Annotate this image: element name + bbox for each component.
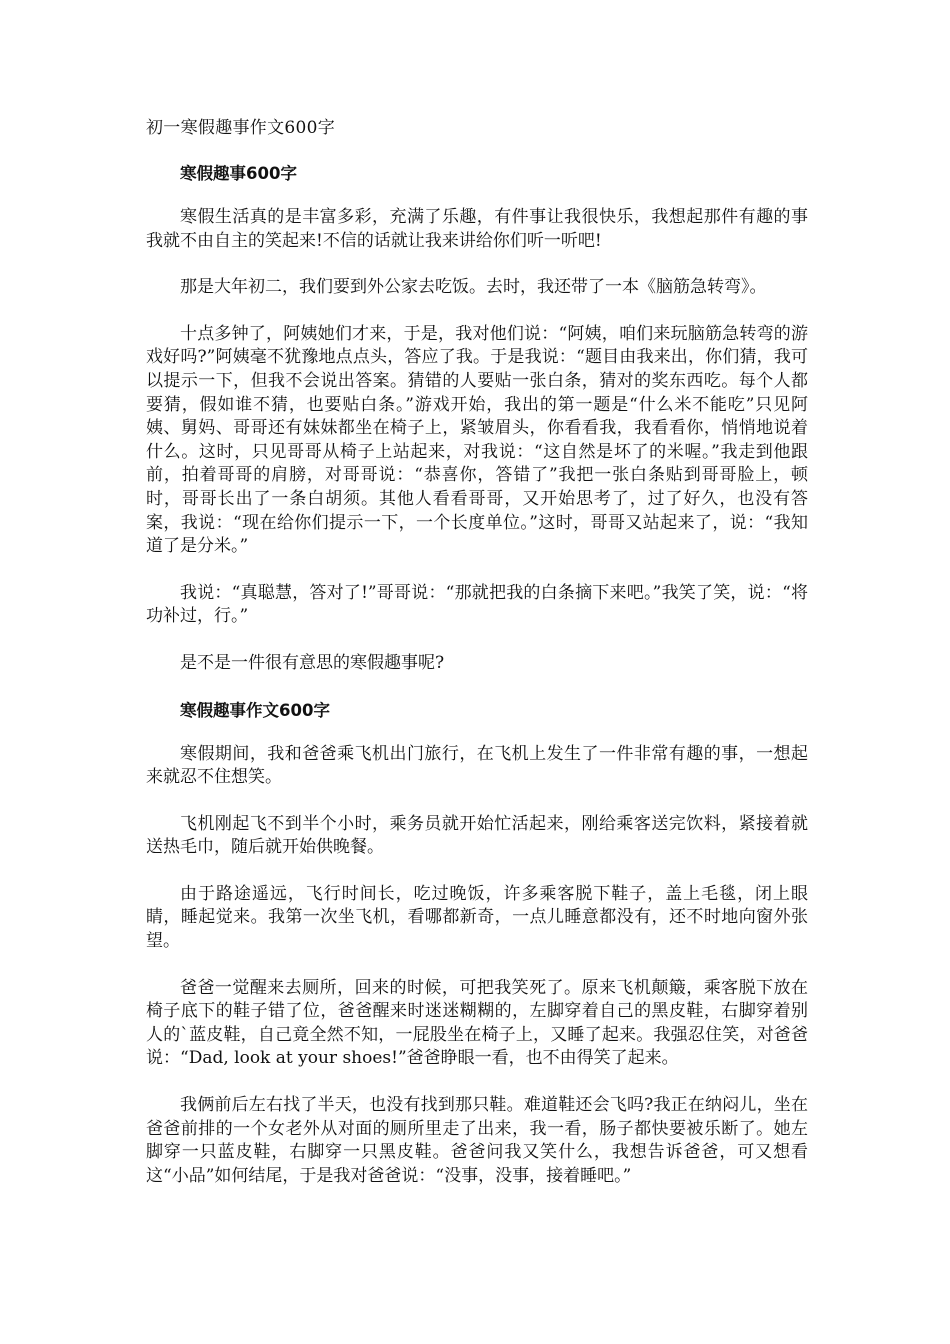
- essay-1-heading: 寒假趣事600字: [180, 164, 297, 183]
- essay-1-paragraph-5: 是不是一件很有意思的寒假趣事呢?: [180, 652, 445, 673]
- essay-2-paragraph-1: 寒假期间，我和爸爸乘飞机出门旅行，在飞机上发生了一件非常有趣的事，一想起来就忍不住想笑。: [146, 743, 808, 788]
- essay-2-paragraph-4: 爸爸一觉醒来去厕所，回来的时候，可把我笑死了。原来飞机颠簸，乘客脱下放在椅子底下的鞋子错了位，爸爸醒来时迷迷糊糊的，左脚穿着自己的黑皮鞋，右脚穿着别人的`蓝皮鞋，自己竟全然不知，一屁股坐在椅子上，又睡了起来。我强忍住笑，对爸爸说：“Dad, look at your shoes!”爸爸睁眼一看，也不由得笑了起来。: [146, 977, 808, 1069]
- essay-1-paragraph-4: 我说：“真聪慧，答对了!”哥哥说：“那就把我的白条摘下来吧。”我笑了笑，说：“将功补过，行。”: [146, 582, 808, 627]
- essay-2-heading: 寒假趣事作文600字: [180, 700, 330, 720]
- essay-2: [146, 699, 808, 1189]
- essay-1-paragraph-1: 寒假生活真的是丰富多彩，充满了乐趣，有件事让我很快乐，我想起那件有趣的事我就不由自主的笑起来!不信的话就让我来讲给你们听一听吧!: [146, 207, 808, 251]
- essay-1-paragraph-2: 那是大年初二，我们要到外公家去吃饭。去时，我还带了一本《脑筋急转弯》。: [180, 277, 767, 298]
- document-title: 初一寒假趣事作文600字: [146, 118, 336, 138]
- essay-2-paragraph-5: 我俩前后左右找了半天，也没有找到那只鞋。难道鞋还会飞吗?我正在纳闷儿，坐在爸爸前排的一个女老外从对面的厕所里走了出来，我一看，肠子都快要被乐断了。她左脚穿一只蓝皮鞋，右脚穿一只黑皮鞋。爸爸问我又笑什么，我想告诉爸爸，可又想看这“小品”如何结尾，于是我对爸爸说：“没事，没事，接着睡吧。”: [146, 1095, 808, 1186]
- essay-2-paragraph-2: 飞机刚起飞不到半个小时，乘务员就开始忙活起来，刚给乘客送完饮料，紧接着就送热毛巾，随后就开始供晚餐。: [146, 813, 808, 858]
- essay-2-paragraph-3: 由于路途遥远，飞行时间长，吃过晚饭，许多乘客脱下鞋子，盖上毛毯，闭上眼睛，睡起觉来。我第一次坐飞机，看哪都新奇，一点儿睡意都没有，还不时地向窗外张望。: [146, 883, 808, 952]
- document-page: [146, 116, 808, 1211]
- essay-1-paragraph-3: 十点多钟了，阿姨她们才来，于是，我对他们说：“阿姨，咱们来玩脑筋急转弯的游戏好吗?”阿姨毫不犹豫地点点头，答应了我。于是我说：“题目由我来出，你们猜，我可以提示一下，但我不会说出答案。猜错的人要贴一张白条，猜对的奖东西吃。每个人都要猜，假如谁不猜，也要贴白条。”游戏开始，我出的第一题是“什么米不能吃”只见阿姨、舅妈、哥哥还有妹妹都坐在椅子上，紧皱眉头，你看看我，我看看你，悄悄地说着什么。这时，只见哥哥从椅子上站起来，对我说：“这自然是坏了的米喔。”我走到他跟前，拍着哥哥的肩膀，对哥哥说：“恭喜你，答错了”我把一张白条贴到哥哥脸上，顿时，哥哥长出了一条白胡须。其他人看看哥哥，又开始思考了，过了好久，也没有答案，我说：“现在给你们提示一下，一个长度单位。”这时，哥哥又站起来了，说：“我知道了是分米。”: [146, 323, 808, 557]
- essay-1: [146, 162, 808, 676]
